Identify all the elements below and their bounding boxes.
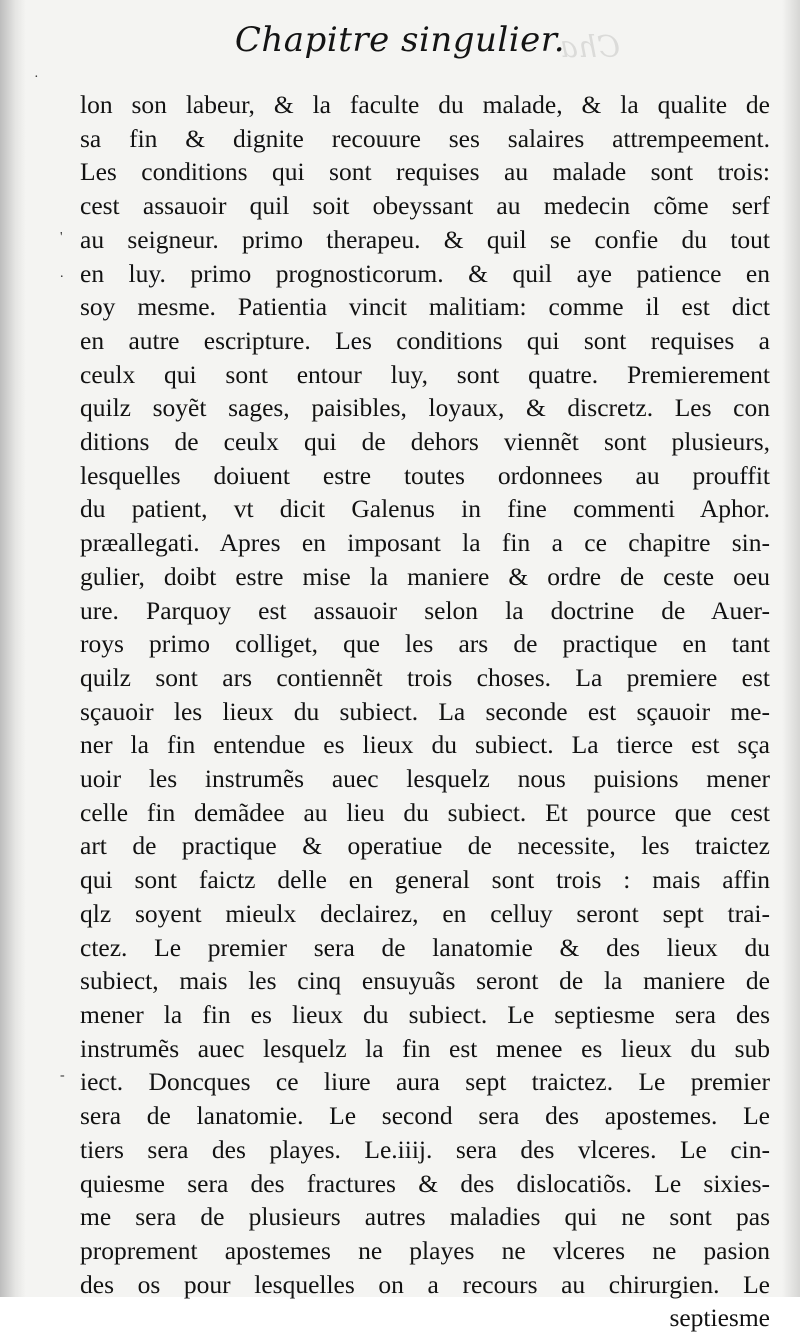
text-line: sa fin & dignite recouure ses salaires attrempeement. — [80, 123, 770, 153]
catchword: septiesme — [669, 1303, 770, 1333]
text-line: en autre escripture. Les conditions qui sont requises a — [80, 325, 770, 355]
text-line: quiesme sera des fractures & des dislocatiõs. Le sixies- — [80, 1168, 770, 1198]
text-line: instrumẽs auec lesquelz la fin est menee es lieux du sub — [80, 1033, 770, 1063]
text-line: ure. Parquoy est assauoir selon la doctrine de Auer- — [80, 595, 770, 625]
text-line: gulier, doibt estre mise la maniere & ordre de ceste oeu — [80, 561, 770, 591]
margin-dot: · — [34, 70, 39, 85]
text-line: qlz soyent mieulx declairez, en celluy seront sept trai- — [80, 898, 770, 928]
text-line: des os pour lesquelles on a recours au chirurgien. Le — [80, 1269, 770, 1299]
text-line: proprement apostemes ne playes ne vlceres ne pasion — [80, 1235, 770, 1265]
text-line: tiers sera des playes. Le.iiij. sera des vlceres. Le cin- — [80, 1134, 770, 1164]
text-line: mener la fin es lieux du subiect. Le septiesme sera des — [80, 999, 770, 1029]
text-line: ner la fin entendue es lieux du subiect. La tierce est sça — [80, 730, 770, 760]
gutter-shadow — [0, 0, 26, 1297]
text-line: soy mesme. Patientia vincit malitiam: comme il est dict — [80, 292, 770, 322]
text-line: subiect, mais les cinq ensuyuãs seront de la maniere de — [80, 966, 770, 996]
text-line: præallegati. Apres en imposant la fin a ce chapitre sin- — [80, 528, 770, 558]
text-line: celle fin demãdee au lieu du subiect. Et pource que cest — [80, 797, 770, 827]
text-line: lon son labeur, & la faculte du malade, & la qualite de — [80, 90, 770, 119]
text-line: roys primo colliget, que les ars de practique en tant — [80, 629, 770, 659]
running-head: Chapitre singulier. — [234, 20, 566, 60]
text-line: sera de lanatomie. Le second sera des apostemes. Le — [80, 1101, 770, 1131]
text-line: art de practique & operatiue de necessite, les traictez — [80, 831, 770, 861]
text-line: me sera de plusieurs autres maladies qui ne sont pas — [80, 1202, 770, 1232]
text-line: quilz soyẽt sages, paisibles, loyaux, & discretz. Les con — [80, 393, 770, 423]
text-line: ditions de ceulx qui de dehors viennẽt sont plusieurs, — [80, 427, 770, 457]
margin-tick: . — [60, 266, 64, 281]
text-line: ctez. Le premier sera de lanatomie & des lieux du — [80, 932, 770, 962]
text-line: cest assauoir quil soit obeyssant au medecin cõme serf — [80, 191, 770, 221]
margin-tick: ' — [60, 230, 63, 245]
show-through-text: Cha — [560, 30, 621, 65]
text-line: lesquelles doiuent estre toutes ordonnees au prouffit — [80, 460, 770, 490]
text-line: iect. Doncques ce liure aura sept traictez. Le premier — [80, 1067, 770, 1097]
text-line: en luy. primo prognosticorum. & quil aye patience en — [80, 258, 770, 288]
text-line: du patient, vt dicit Galenus in fine commenti Aphor. — [80, 494, 770, 524]
page-edge-shadow — [782, 0, 800, 1297]
body-text — [80, 88, 770, 1335]
text-line: ceulx qui sont entour luy, sont quatre. Premierement — [80, 359, 770, 389]
text-line: au seigneur. primo therapeu. & quil se confie du tout — [80, 224, 770, 254]
text-line: uoir les instrumẽs auec lesquelz nous puisions mener — [80, 764, 770, 794]
margin-tick: - — [60, 1068, 65, 1083]
text-line: Les conditions qui sont requises au malade sont trois: — [80, 157, 770, 187]
text-line: sçauoir les lieux du subiect. La seconde est sçauoir me- — [80, 696, 770, 726]
text-line: qui sont faictz delle en general sont trois : mais affin — [80, 865, 770, 895]
text-line: quilz sont ars contiennẽt trois choses. La premiere est — [80, 662, 770, 692]
